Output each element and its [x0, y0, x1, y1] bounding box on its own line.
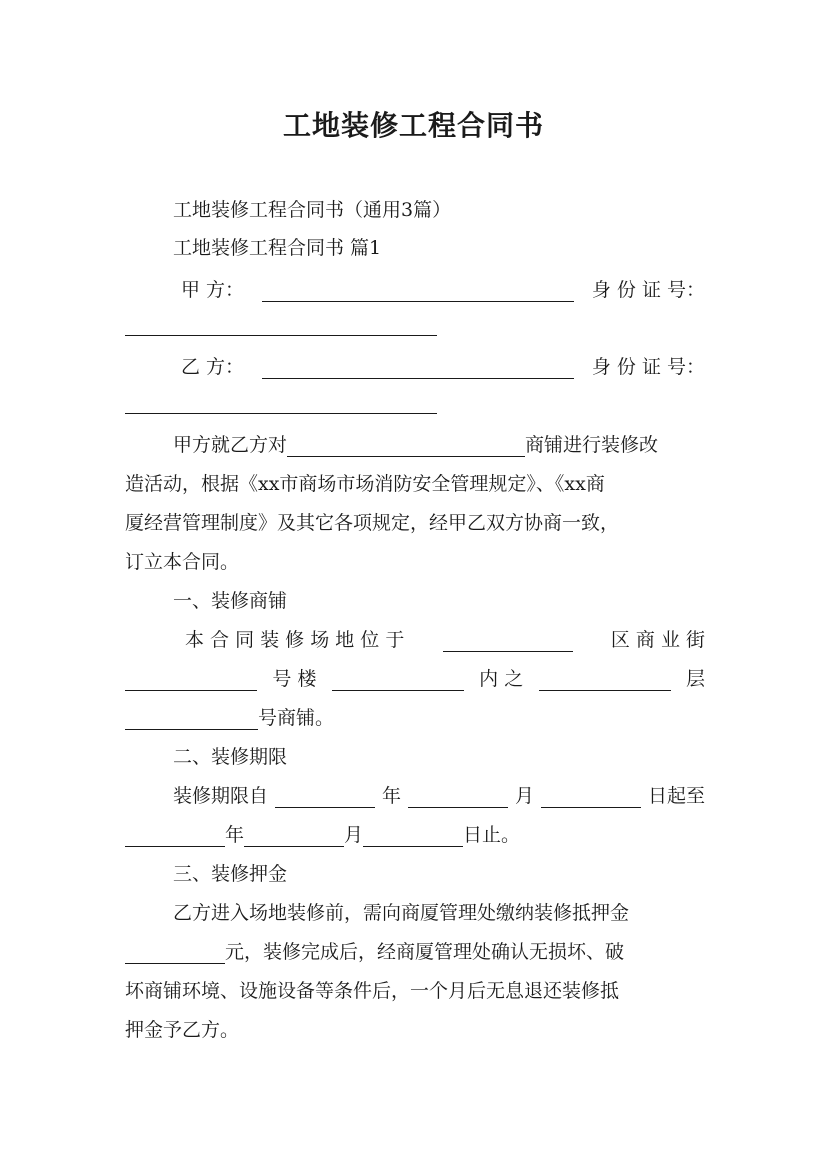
section-1-line-3-text: 号商铺。 — [258, 707, 335, 729]
intro-line-4: 订立本合同。 — [125, 551, 240, 573]
section-3-line-3: 坏商铺环境、设施设备等条件后，一个月后无息退还装修抵 — [125, 980, 620, 1002]
party-a-id-label: 身 份 证 号： — [591, 279, 705, 301]
section-3-line-2-text: 元，装修完成后，经商厦管理处确认无损坏、破 — [225, 941, 625, 963]
intro-line-2: 造活动，根据《xx市商场市场消防安全管理规定》、《xx商 — [125, 473, 605, 495]
start-month-label: 月 — [514, 785, 534, 807]
start-year-blank — [275, 789, 375, 808]
start-year-label: 年 — [381, 785, 401, 807]
end-year-blank — [125, 828, 225, 847]
start-day-label: 日起至 — [647, 785, 705, 807]
street-blank — [125, 672, 257, 691]
intro-line-1-start: 甲方就乙方对 — [173, 434, 288, 456]
floor-blank — [539, 672, 671, 691]
end-month-blank — [244, 828, 344, 847]
building-blank — [332, 672, 464, 691]
intro-line-1 — [125, 433, 705, 457]
end-day-blank — [363, 828, 463, 847]
shop-number-blank — [125, 711, 258, 730]
section-2-line-1 — [125, 784, 705, 808]
party-b-id-blank — [125, 395, 437, 414]
end-year-label: 年 — [225, 824, 245, 846]
section-2-line-2 — [125, 823, 705, 847]
period-start-label: 装修期限自 — [173, 785, 269, 807]
article-heading: 工地装修工程合同书 篇1 — [173, 237, 382, 259]
start-day-blank — [541, 789, 641, 808]
shop-name-blank — [287, 438, 525, 457]
party-a-id-row — [125, 312, 705, 336]
start-month-blank — [408, 789, 508, 808]
section-1-line-2 — [125, 667, 705, 691]
district-blank — [443, 633, 573, 652]
party-a-id-blank — [125, 317, 437, 336]
section-2-heading: 二、装修期限 — [173, 746, 288, 768]
end-month-label: 月 — [344, 824, 364, 846]
party-b-label: 乙 方： — [181, 356, 245, 378]
section-1-line-2-c: 层 — [685, 668, 705, 690]
party-b-row — [125, 355, 705, 379]
party-a-row — [125, 278, 705, 302]
party-b-id-row — [125, 390, 705, 414]
deposit-amount-blank — [125, 945, 225, 964]
party-b-name-blank — [262, 360, 574, 379]
section-1-line-3 — [125, 706, 705, 730]
intro-line-3: 厦经营管理制度》及其它各项规定，经甲乙双方协商一致， — [125, 512, 620, 534]
end-day-label: 日止。 — [463, 824, 521, 846]
party-a-label: 甲 方： — [181, 279, 245, 301]
section-3-line-4: 押金予乙方。 — [125, 1019, 240, 1041]
section-3-line-1: 乙方进入场地装修前，需向商厦管理处缴纳装修抵押金 — [173, 902, 630, 924]
party-a-name-blank — [262, 283, 574, 302]
section-3-heading: 三、装修押金 — [173, 863, 288, 885]
party-b-id-label: 身 份 证 号： — [591, 356, 705, 378]
section-1-line-1-a: 本 合 同 装 修 场 地 位 于 — [185, 629, 405, 651]
section-3-line-2 — [125, 940, 705, 964]
section-1-line-1-b: 区 商 业 街 — [610, 629, 705, 651]
section-1-line-2-b: 内 之 — [479, 668, 524, 690]
document-title: 工地装修工程合同书 — [282, 109, 544, 142]
intro-line-1-end: 商铺进行装修改 — [525, 434, 659, 456]
section-1-line-2-a: 号 楼 — [272, 668, 317, 690]
section-1-heading: 一、装修商铺 — [173, 590, 288, 612]
section-1-line-1 — [125, 628, 705, 652]
subtitle: 工地装修工程合同书（通用3篇） — [173, 199, 452, 221]
